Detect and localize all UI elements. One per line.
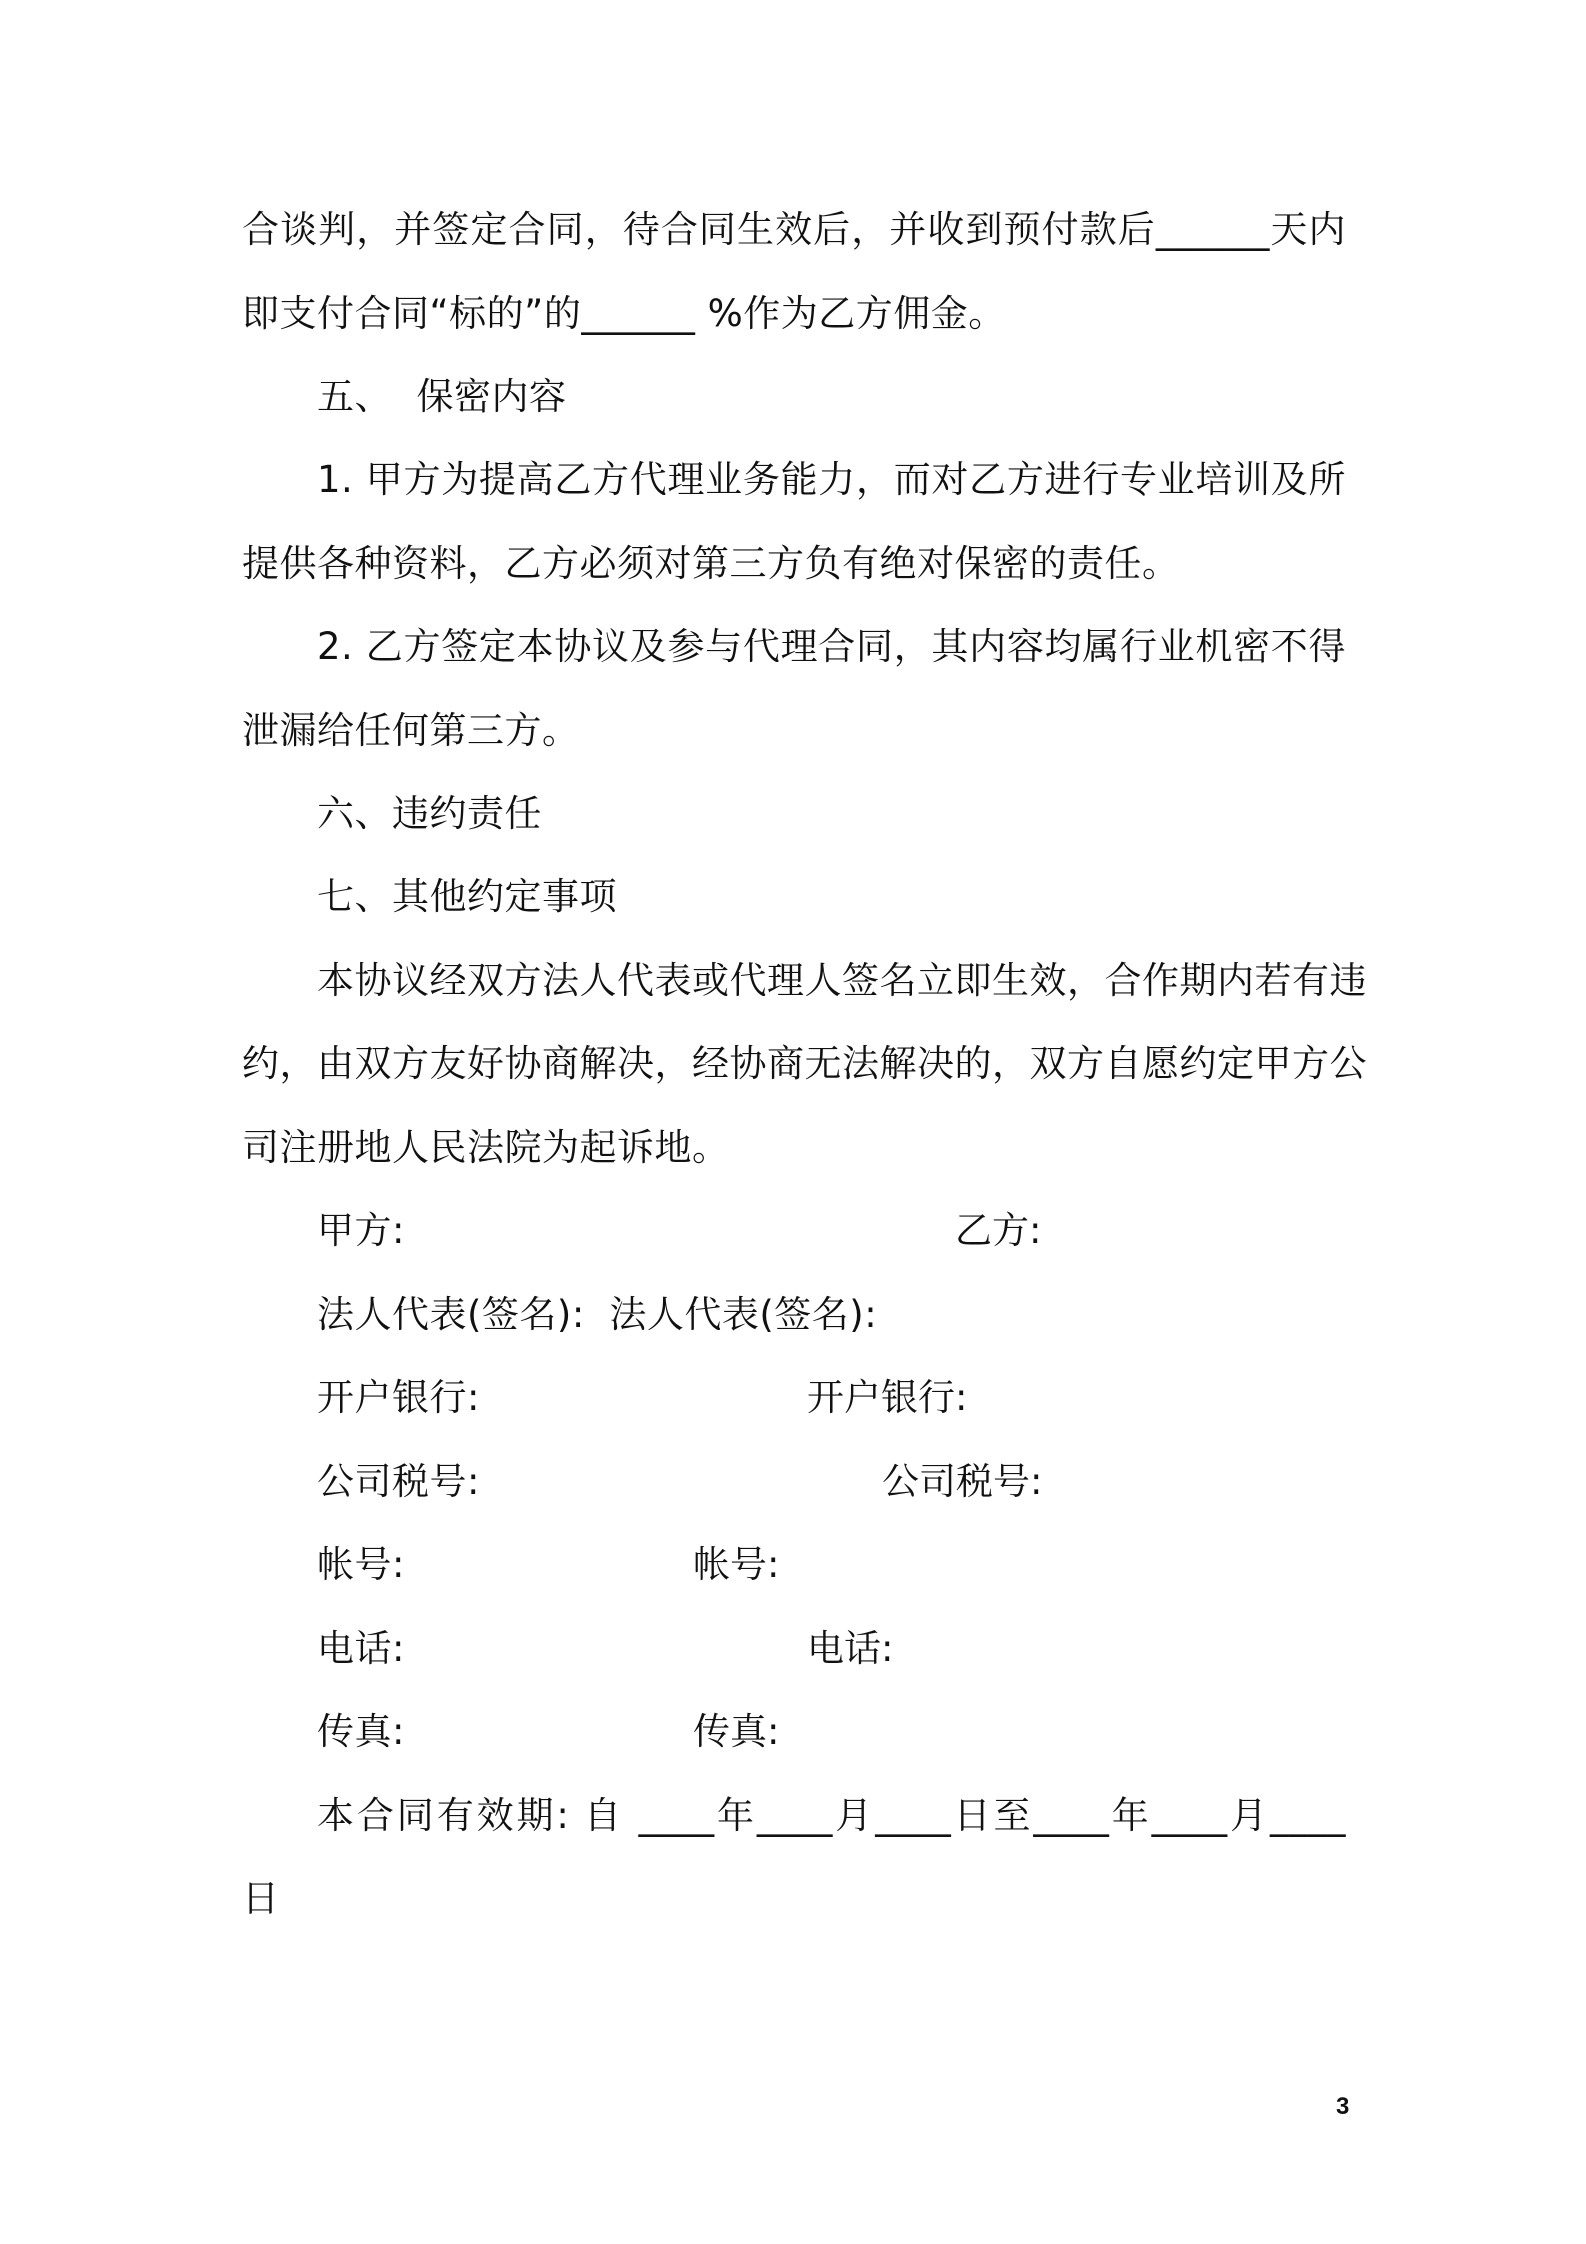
paragraph-line: 1. 甲方为提高乙方代理业务能力，而对乙方进行专业培训及所	[317, 458, 1346, 501]
paragraph-line: 司注册地人民法院为起诉地。	[242, 1126, 730, 1169]
bank-a-label: 开户银行:	[317, 1376, 480, 1419]
paragraph-line: 泄漏给任何第三方。	[242, 709, 580, 752]
paragraph-line: 合谈判，并签定合同，待合同生效后，并收到预付款后______天内	[242, 208, 1346, 251]
paragraph-line: 本协议经双方法人代表或代理人签名立即生效，合作期内若有违	[317, 959, 1367, 1002]
paragraph-line: 即支付合同“标的”的______ %作为乙方佣金。	[242, 292, 1006, 335]
tax-b-label: 公司税号:	[882, 1460, 1043, 1503]
fax-a-label: 传真:	[317, 1710, 405, 1753]
paragraph-line: 2. 乙方签定本协议及参与代理合同，其内容均属行业机密不得	[317, 625, 1346, 668]
tax-a-label: 公司税号:	[317, 1460, 480, 1503]
legal-rep-label: 法人代表(签名): 法人代表(签名):	[317, 1293, 878, 1336]
section-heading-other: 七、其他约定事项	[317, 875, 617, 918]
page-number: 3	[1336, 2093, 1350, 2120]
paragraph-line: 提供各种资料，乙方必须对第三方负有绝对保密的责任。	[242, 542, 1180, 585]
validity-period-line: 本合同有效期: 自 ____年____月____日至____年____月____	[317, 1794, 1346, 1837]
section-heading-confidentiality: 五、 保密内容	[317, 375, 567, 418]
account-a-label: 帐号:	[317, 1543, 405, 1586]
bank-b-label: 开户银行:	[807, 1376, 968, 1419]
party-a-label: 甲方:	[317, 1209, 405, 1252]
phone-a-label: 电话:	[317, 1627, 405, 1670]
fax-b-label: 传真:	[693, 1710, 780, 1753]
account-b-label: 帐号:	[693, 1543, 780, 1586]
party-b-label: 乙方:	[955, 1209, 1042, 1252]
section-heading-breach: 六、违约责任	[317, 792, 542, 835]
phone-b-label: 电话:	[807, 1627, 894, 1670]
validity-period-end: 日	[242, 1877, 280, 1920]
paragraph-line: 约，由双方友好协商解决，经协商无法解决的，双方自愿约定甲方公	[242, 1042, 1367, 1085]
